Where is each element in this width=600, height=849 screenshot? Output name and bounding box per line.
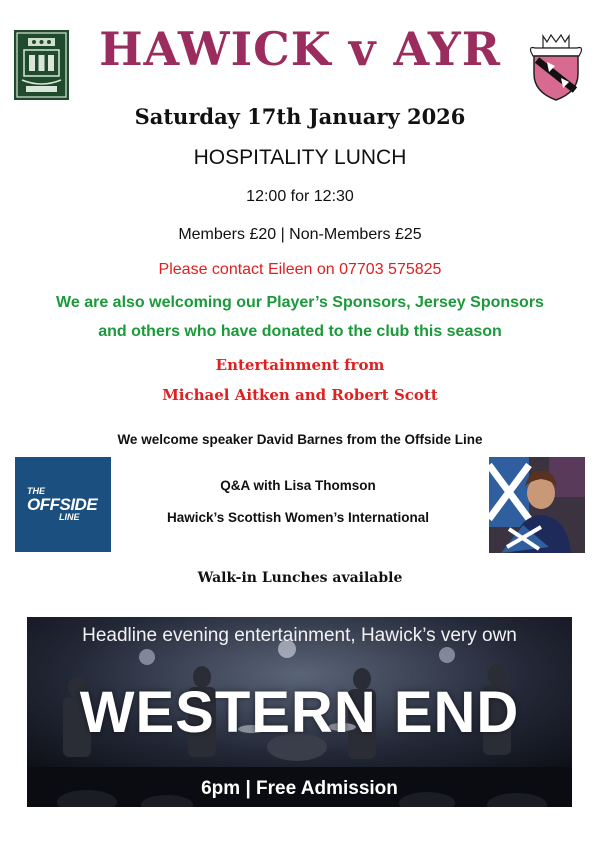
sponsors-text-line-1: We are also welcoming our Player’s Sponsors, Jersey Sponsors	[56, 294, 544, 311]
offside-logo-offside: OFFSIDE	[27, 495, 98, 514]
offside-line-logo	[15, 457, 111, 552]
event-price: Members £20 | Non-Members £25	[178, 226, 422, 243]
event-time: 12:00 for 12:30	[246, 188, 354, 205]
ayr-crest-icon	[525, 32, 587, 102]
walk-in-lunches: Walk-in Lunches available	[197, 570, 403, 586]
event-date: Saturday 17th January 2026	[134, 104, 466, 129]
banner-headline: Headline evening entertainment, Hawick’s very own	[82, 625, 517, 646]
event-name: HOSPITALITY LUNCH	[193, 146, 407, 169]
qa-description: Hawick’s Scottish Women’s International	[166, 510, 430, 525]
page-title: HAWICK v AYR	[99, 22, 501, 76]
player-photo	[489, 457, 585, 553]
qa-title: Q&A with Lisa Thomson	[220, 478, 376, 493]
offside-logo-the: THE	[27, 486, 45, 496]
contact-info: Please contact Eileen on 07703 575825	[158, 261, 442, 278]
sponsors-text-line-2: and others who have donated to the club this season	[98, 323, 502, 340]
entertainment-heading: Entertainment from	[215, 356, 385, 374]
offside-logo-line: LINE	[59, 512, 80, 522]
banner-band-name: WESTERN END	[79, 680, 520, 745]
band-banner	[27, 617, 572, 807]
banner-admission: 6pm | Free Admission	[201, 778, 398, 799]
entertainment-performers: Michael Aitken and Robert Scott	[162, 386, 438, 404]
speaker-announcement: We welcome speaker David Barnes from the Offside Line	[117, 432, 483, 447]
